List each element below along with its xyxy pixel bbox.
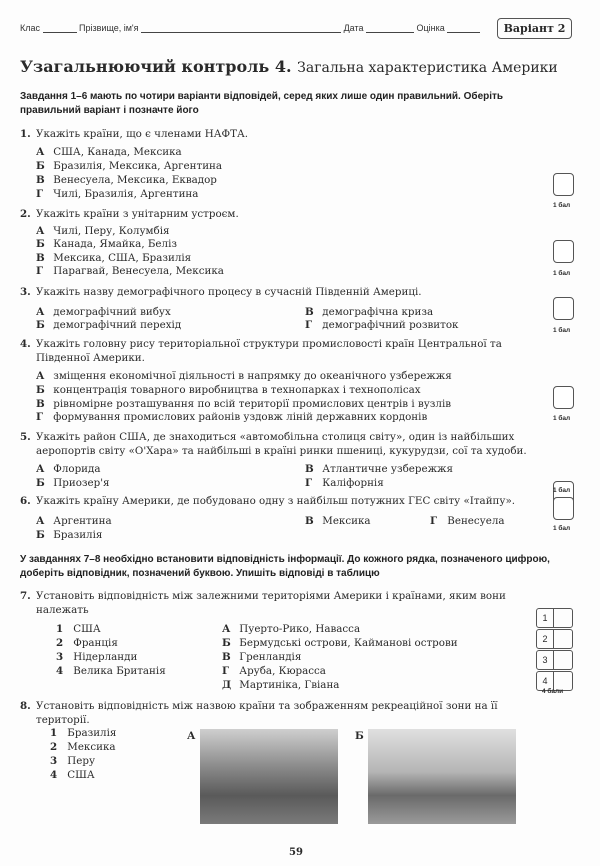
answer-row[interactable] xyxy=(536,629,573,649)
question-number: 8. xyxy=(20,700,31,712)
match-item xyxy=(50,727,116,739)
answer-option[interactable] xyxy=(36,411,427,423)
item-text: Бразилія xyxy=(67,727,117,739)
question-5-text xyxy=(20,431,514,443)
date-label: Дата xyxy=(343,23,364,33)
question-number: 5. xyxy=(20,431,31,443)
question-1-text xyxy=(20,128,248,140)
question-number: 1. xyxy=(20,128,31,140)
item-text: США xyxy=(67,769,95,781)
option-text: Аргентина xyxy=(53,515,112,527)
item-text: Гренландія xyxy=(239,651,302,663)
option-text: Атлантичне узбережжя xyxy=(322,463,454,475)
option-text: Венесуела, Мексика, Еквадор xyxy=(53,174,217,186)
item-text: Нідерланди xyxy=(73,651,138,663)
option-letter: Б xyxy=(36,238,45,250)
question-text: Укажіть країну Америки, де побудовано одну з найбільш потужних ГЕС світу «Ітайпу». xyxy=(36,495,516,507)
option-letter: В xyxy=(36,174,45,186)
match-item xyxy=(50,769,95,781)
answer-option[interactable] xyxy=(36,306,171,318)
option-letter: В xyxy=(305,306,314,318)
points-label: 1 бал xyxy=(553,525,571,532)
option-letter: А xyxy=(36,306,45,318)
item-marker: 4 xyxy=(50,769,58,781)
item-text: Франція xyxy=(73,637,118,649)
item-marker: 4 xyxy=(56,665,64,677)
option-letter: Б xyxy=(36,477,45,489)
option-letter: А xyxy=(36,146,45,158)
instruction-2: У завданнях 7–8 необхідно встановити відповідність інформації. До кожного рядка, позначеного цифрою, xyxy=(20,554,550,565)
points-label: 4 бали xyxy=(542,688,564,695)
option-text: демографічний перехід xyxy=(53,319,182,331)
option-letter: В xyxy=(36,398,45,410)
option-text: Чилі, Перу, Колумбія xyxy=(53,225,170,237)
question-number: 3. xyxy=(20,286,31,298)
answer-option[interactable] xyxy=(36,477,110,489)
question-text: Установіть відповідність між назвою країни та зображенням рекреаційної зони на її xyxy=(36,700,498,712)
answer-option[interactable] xyxy=(36,529,102,541)
option-text: Бразилія, Мексика, Аргентина xyxy=(53,160,223,172)
option-text: Мексика xyxy=(322,515,371,527)
answer-option[interactable] xyxy=(36,188,198,200)
question-7 xyxy=(20,590,506,602)
class-field[interactable] xyxy=(43,23,77,33)
item-marker: В xyxy=(222,651,231,663)
answer-box[interactable] xyxy=(553,240,574,263)
image-label-b: Б xyxy=(355,730,364,742)
question-5-text xyxy=(36,445,527,457)
question-text: Установіть відповідність між залежними територіями Америки і країнами, яким вони xyxy=(36,590,506,602)
match-item xyxy=(56,665,166,677)
title-bold: Узагальнюючий контроль 4. xyxy=(20,57,292,76)
option-letter: В xyxy=(36,252,45,264)
match-item xyxy=(56,637,118,649)
question-text: Укажіть район США, де знаходиться «автомобільна столиця світу», один із найбільших xyxy=(36,431,515,443)
option-letter: А xyxy=(36,515,45,527)
option-text: Флорида xyxy=(53,463,101,475)
item-marker: 3 xyxy=(56,651,64,663)
question-number: 6. xyxy=(20,495,31,507)
answer-row[interactable] xyxy=(536,608,573,628)
points-label: 1 бал xyxy=(553,487,571,494)
match-item xyxy=(222,665,326,677)
option-text: Каліфорнія xyxy=(322,477,384,489)
option-text: формування промислових районів уздовж ліній державних кордонів xyxy=(53,411,428,423)
option-text: зміщення економічної діяльності в напрямку до океанічного узбережжя xyxy=(53,370,452,382)
answer-option[interactable] xyxy=(36,463,101,475)
item-marker: 2 xyxy=(50,741,58,753)
match-item xyxy=(56,651,137,663)
question-number: 2. xyxy=(20,208,31,220)
question-2-text xyxy=(20,208,239,220)
option-text: Чилі, Бразилія, Аргентина xyxy=(53,188,199,200)
option-letter: А xyxy=(36,463,45,475)
answer-option[interactable] xyxy=(305,515,371,527)
option-text: демографічна криза xyxy=(322,306,434,318)
answer-option[interactable] xyxy=(36,174,217,186)
answer-option[interactable] xyxy=(305,306,433,318)
option-letter: Г xyxy=(305,319,313,331)
question-4-text xyxy=(36,352,145,364)
match-item xyxy=(222,637,458,649)
grade-label: Оцінка xyxy=(416,23,445,33)
option-text: Венесуела xyxy=(447,515,505,527)
question-text: Південної Америки. xyxy=(36,352,145,364)
question-text: належать xyxy=(36,604,89,616)
option-letter: Г xyxy=(305,477,313,489)
question-3-text xyxy=(20,286,422,298)
option-text: демографічний розвиток xyxy=(322,319,459,331)
christ-redeemer-photo xyxy=(368,729,516,824)
match-item xyxy=(56,623,101,635)
option-text: Парагвай, Венесуела, Мексика xyxy=(53,265,224,277)
machu-picchu-photo xyxy=(200,729,338,824)
class-label: Клас xyxy=(20,23,40,33)
option-letter: А xyxy=(36,370,45,382)
page-number: 59 xyxy=(289,847,303,858)
option-letter: Б xyxy=(36,160,45,172)
option-text: Приозер'я xyxy=(53,477,110,489)
option-letter: Б xyxy=(36,319,45,331)
points-label: 1 бал xyxy=(553,327,571,334)
answer-option[interactable] xyxy=(36,398,451,410)
question-number: 4. xyxy=(20,338,31,350)
row-number: 1 xyxy=(537,609,554,627)
question-4-text xyxy=(20,338,502,350)
item-marker: Д xyxy=(222,679,232,691)
answer-row[interactable] xyxy=(536,650,573,670)
image-label-a: А xyxy=(187,730,196,742)
item-marker: 1 xyxy=(56,623,64,635)
item-text: Велика Британія xyxy=(73,665,166,677)
instruction-1: Завдання 1–6 мають по чотири варіанти відповідей, серед яких лише один правильний. Оберіть xyxy=(20,91,504,102)
item-text: Мартиніка, Гвіана xyxy=(239,679,340,691)
title-rest: Загальна характеристика Америки xyxy=(297,60,558,76)
option-letter: Б xyxy=(36,384,45,396)
question-text: Укажіть головну рису територіальної структури промисловості країн Центральної та xyxy=(36,338,502,350)
option-letter: В xyxy=(305,463,314,475)
question-number: 7. xyxy=(20,590,31,602)
answer-box[interactable] xyxy=(553,386,574,409)
option-letter: Г xyxy=(36,188,44,200)
item-marker: 2 xyxy=(56,637,64,649)
option-letter: Г xyxy=(430,515,438,527)
question-6-text xyxy=(20,495,515,507)
question-8 xyxy=(20,700,498,712)
option-text: концентрація товарного виробництва в технопарках і технополісах xyxy=(53,384,421,396)
answer-option[interactable] xyxy=(430,515,505,527)
instruction-2: доберіть відповідник, позначений буквою. Упишіть відповіді в таблицю xyxy=(20,568,380,579)
answer-option[interactable] xyxy=(36,384,421,396)
name-label: Прізвище, ім'я xyxy=(79,23,139,33)
option-letter: Б xyxy=(36,529,45,541)
option-text: демографічний вибух xyxy=(53,306,171,318)
answer-box[interactable] xyxy=(553,497,574,520)
instruction-1: правильний варіант і позначте його xyxy=(20,105,199,116)
item-marker: 1 xyxy=(50,727,58,739)
name-field[interactable] xyxy=(141,23,341,33)
points-label: 1 бал xyxy=(553,270,571,277)
match-item xyxy=(222,623,360,635)
item-marker: Б xyxy=(222,637,231,649)
option-text: Мексика, США, Бразилія xyxy=(53,252,192,264)
points-label: 1 бал xyxy=(553,415,571,422)
answer-option[interactable] xyxy=(36,238,177,250)
answer-option[interactable] xyxy=(305,477,384,489)
item-text: Мексика xyxy=(67,741,116,753)
option-letter: В xyxy=(305,515,314,527)
item-marker: А xyxy=(222,623,231,635)
student-info-line xyxy=(20,23,480,33)
answer-option[interactable] xyxy=(36,146,182,158)
answer-box[interactable] xyxy=(553,173,574,196)
row-number: 4 xyxy=(537,672,554,690)
item-marker: Г xyxy=(222,665,230,677)
date-field[interactable] xyxy=(366,23,414,33)
question-text: Укажіть країни, що є членами НАФТА. xyxy=(36,128,249,140)
points-label: 1 бал xyxy=(553,202,571,209)
answer-option[interactable] xyxy=(36,319,181,331)
option-text: рівномірне розташування по всій території промислових центрів і вузлів xyxy=(53,398,452,410)
answer-option[interactable] xyxy=(36,225,170,237)
answer-table-q7 xyxy=(536,608,573,692)
variant-badge: Варіант 2 xyxy=(497,18,572,39)
match-item xyxy=(222,651,301,663)
item-text: США xyxy=(73,623,101,635)
item-text: Перу xyxy=(67,755,96,767)
item-marker: 3 xyxy=(50,755,58,767)
answer-option[interactable] xyxy=(305,463,453,475)
question-text: Укажіть країни з унітарним устроєм. xyxy=(36,208,239,220)
answer-option[interactable] xyxy=(36,160,222,172)
item-text: Аруба, Кюрасса xyxy=(239,665,326,677)
page-title xyxy=(20,57,558,76)
match-item xyxy=(222,679,339,691)
match-item xyxy=(50,755,95,767)
item-text: Пуерто-Рико, Навасса xyxy=(239,623,361,635)
item-text: Бермудські острови, Кайманові острови xyxy=(239,637,458,649)
option-text: Канада, Ямайка, Беліз xyxy=(53,238,177,250)
question-text: аеропортів світу «О'Хара» та найбільші в країні ринки пшениці, кукурудзи, сої та худоби. xyxy=(36,445,527,457)
option-letter: Г xyxy=(36,265,44,277)
grade-field[interactable] xyxy=(447,23,480,33)
answer-box[interactable] xyxy=(553,297,574,320)
option-letter: А xyxy=(36,225,45,237)
answer-option[interactable] xyxy=(36,252,191,264)
question-text: Укажіть назву демографічного процесу в сучасній Південній Америці. xyxy=(36,286,422,298)
answer-option[interactable] xyxy=(36,515,112,527)
row-number: 2 xyxy=(537,630,554,648)
question-text: території. xyxy=(36,714,90,726)
row-number: 3 xyxy=(537,651,554,669)
answer-option[interactable] xyxy=(36,370,452,382)
answer-option[interactable] xyxy=(305,319,458,331)
answer-option[interactable] xyxy=(36,265,224,277)
option-letter: Г xyxy=(36,411,44,423)
match-item xyxy=(50,741,116,753)
option-text: США, Канада, Мексика xyxy=(53,146,182,158)
option-text: Бразилія xyxy=(53,529,103,541)
